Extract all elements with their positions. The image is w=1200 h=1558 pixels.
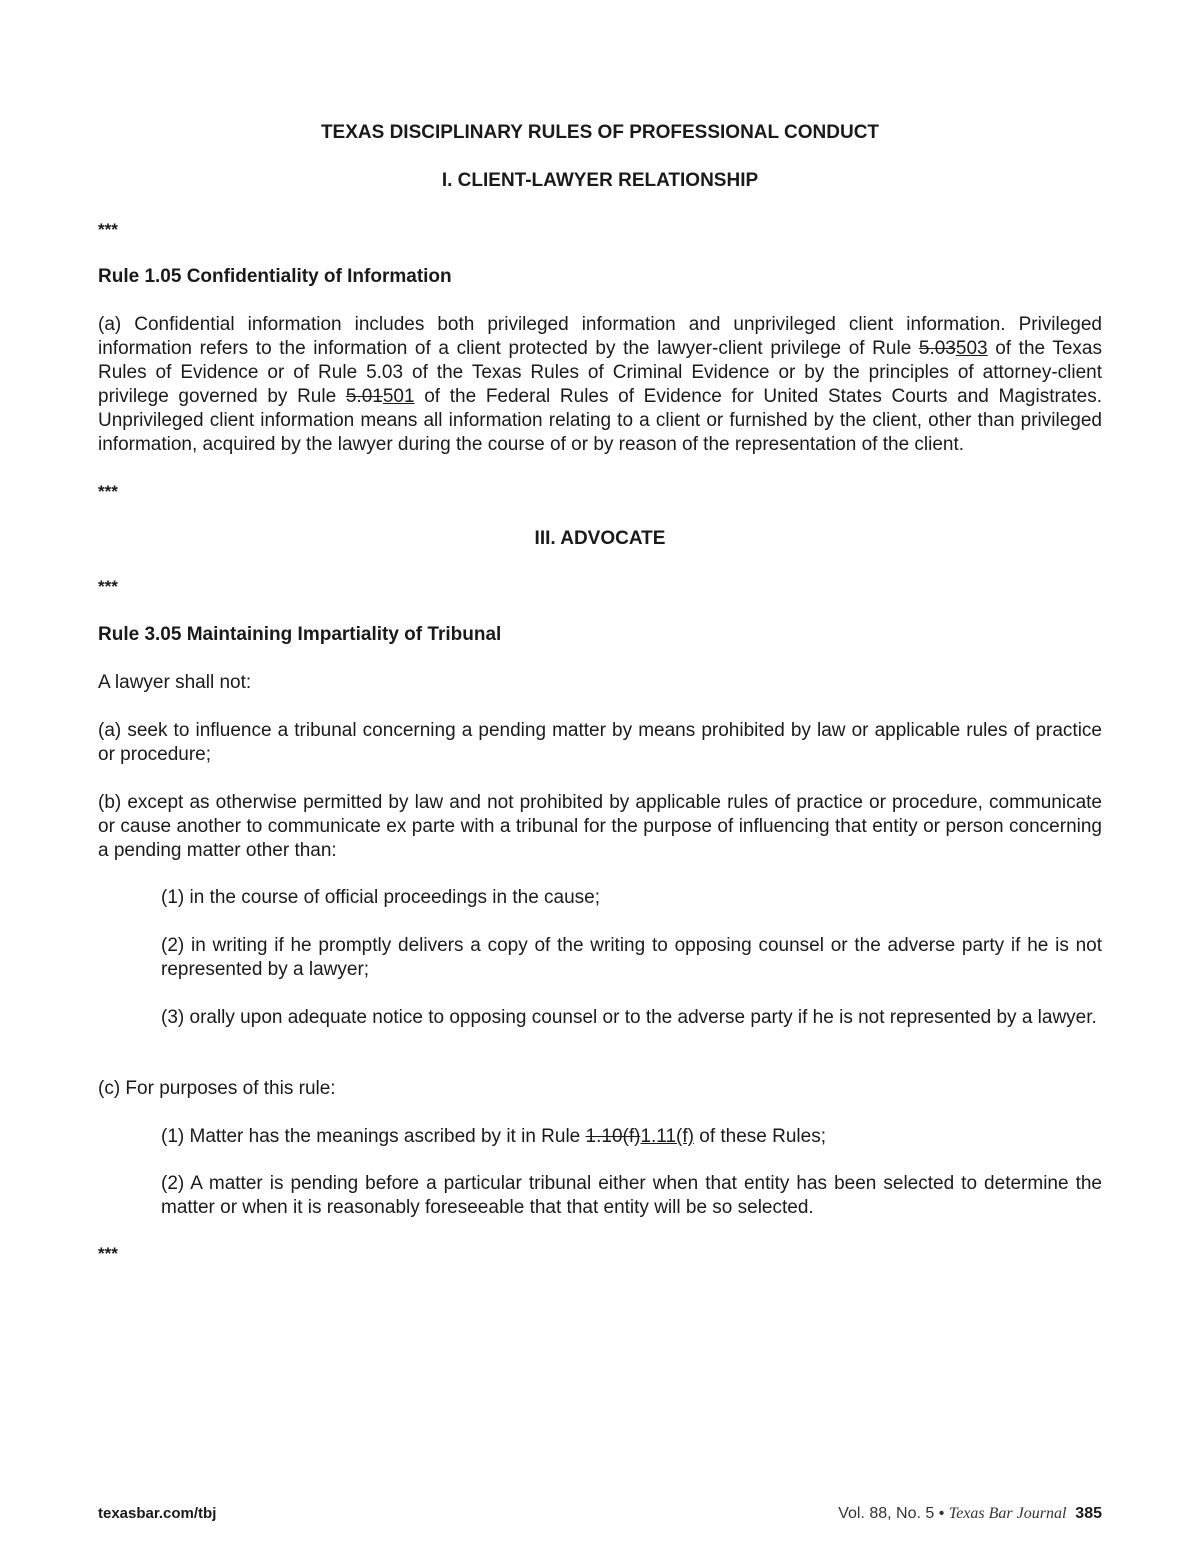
rule-3-05-intro: A lawyer shall not: xyxy=(98,672,252,693)
inserted-text: 1.11(f) xyxy=(640,1126,694,1147)
text-segment: of these Rules; xyxy=(693,1126,826,1147)
text-segment: of the Texas Rules of Evidence or of Rule 5.03 of the Texas Rules of Criminal Evidence or by the principles of attorney-client privilege governed by Rule xyxy=(98,338,1102,407)
text-segment: of the Federal Rules of Evidence for United States Courts and Magistrates. Unprivileged client information means all information relating to a client or furnished by the client, other than privileged information, acquired by the lawyer during the course of or by reason of the representation of the client. xyxy=(98,386,1102,455)
footer-journal: Texas Bar Journal xyxy=(948,1505,1067,1522)
document-title: TEXAS DISCIPLINARY RULES OF PROFESSIONAL CONDUCT xyxy=(320,122,880,143)
deleted-text: 1.10(f) xyxy=(585,1126,641,1147)
footer-citation xyxy=(838,1505,1102,1523)
rule-3-05-paragraph-b3: (3) orally upon adequate notice to opposing counsel or to the adverse party if he is not represented by a lawyer. xyxy=(161,1007,1097,1028)
separator: *** xyxy=(98,482,118,501)
rule-1-05-title: Rule 1.05 Confidentiality of Information xyxy=(98,266,452,287)
inserted-text: 501 xyxy=(382,386,415,407)
rule-3-05-paragraph-c2: (2) A matter is pending before a particular tribunal either when that entity has been selected to determine the matter or when it is reasonably foreseeable that that entity will be so selected. xyxy=(161,1173,1102,1218)
rule-3-05-paragraph-a: (a) seek to influence a tribunal concerning a pending matter by means prohibited by law or applicable rules of practice or procedure; xyxy=(98,720,1102,765)
deleted-text: 5.03 xyxy=(918,338,956,359)
text-segment: (a) Confidential information includes both privileged information and unprivileged client information. Privileged information refers to the information of a client protected by the lawyer-client privilege of Rule xyxy=(98,314,1102,359)
page-number: 385 xyxy=(1075,1505,1102,1522)
separator: *** xyxy=(98,577,118,596)
inserted-text: 503 xyxy=(955,338,988,359)
rule-3-05-paragraph-b1: (1) in the course of official proceedings in the cause; xyxy=(161,887,601,908)
rule-3-05-paragraph-b2: (2) in writing if he promptly delivers a copy of the writing to opposing counsel or the adverse party if he is not represented by a lawyer; xyxy=(161,935,1102,980)
section-heading-advocate: III. ADVOCATE xyxy=(534,528,666,549)
rule-3-05-paragraph-b: (b) except as otherwise permitted by law and not prohibited by applicable rules of practice or procedure, communicate or cause another to communicate ex parte with a tribunal for the purpose of influencing that entity or person concerning a pending matter other than: xyxy=(98,792,1102,861)
footer-volume: Vol. 88, No. 5 xyxy=(838,1505,935,1522)
separator: *** xyxy=(98,1244,118,1263)
rule-3-05-paragraph-c: (c) For purposes of this rule: xyxy=(98,1078,336,1099)
footer-bullet: • xyxy=(938,1505,945,1522)
separator: *** xyxy=(98,220,118,239)
section-heading-client-lawyer: I. CLIENT-LAWYER RELATIONSHIP xyxy=(441,170,759,191)
rule-1-05-paragraph-a xyxy=(98,313,1102,457)
footer-url: texasbar.com/tbj xyxy=(98,1505,217,1522)
rule-3-05-title: Rule 3.05 Maintaining Impartiality of Tribunal xyxy=(98,624,502,645)
text-segment: (1) Matter has the meanings ascribed by it in Rule xyxy=(161,1126,586,1147)
deleted-text: 5.01 xyxy=(345,386,383,407)
rule-3-05-paragraph-c1 xyxy=(161,1125,1102,1149)
